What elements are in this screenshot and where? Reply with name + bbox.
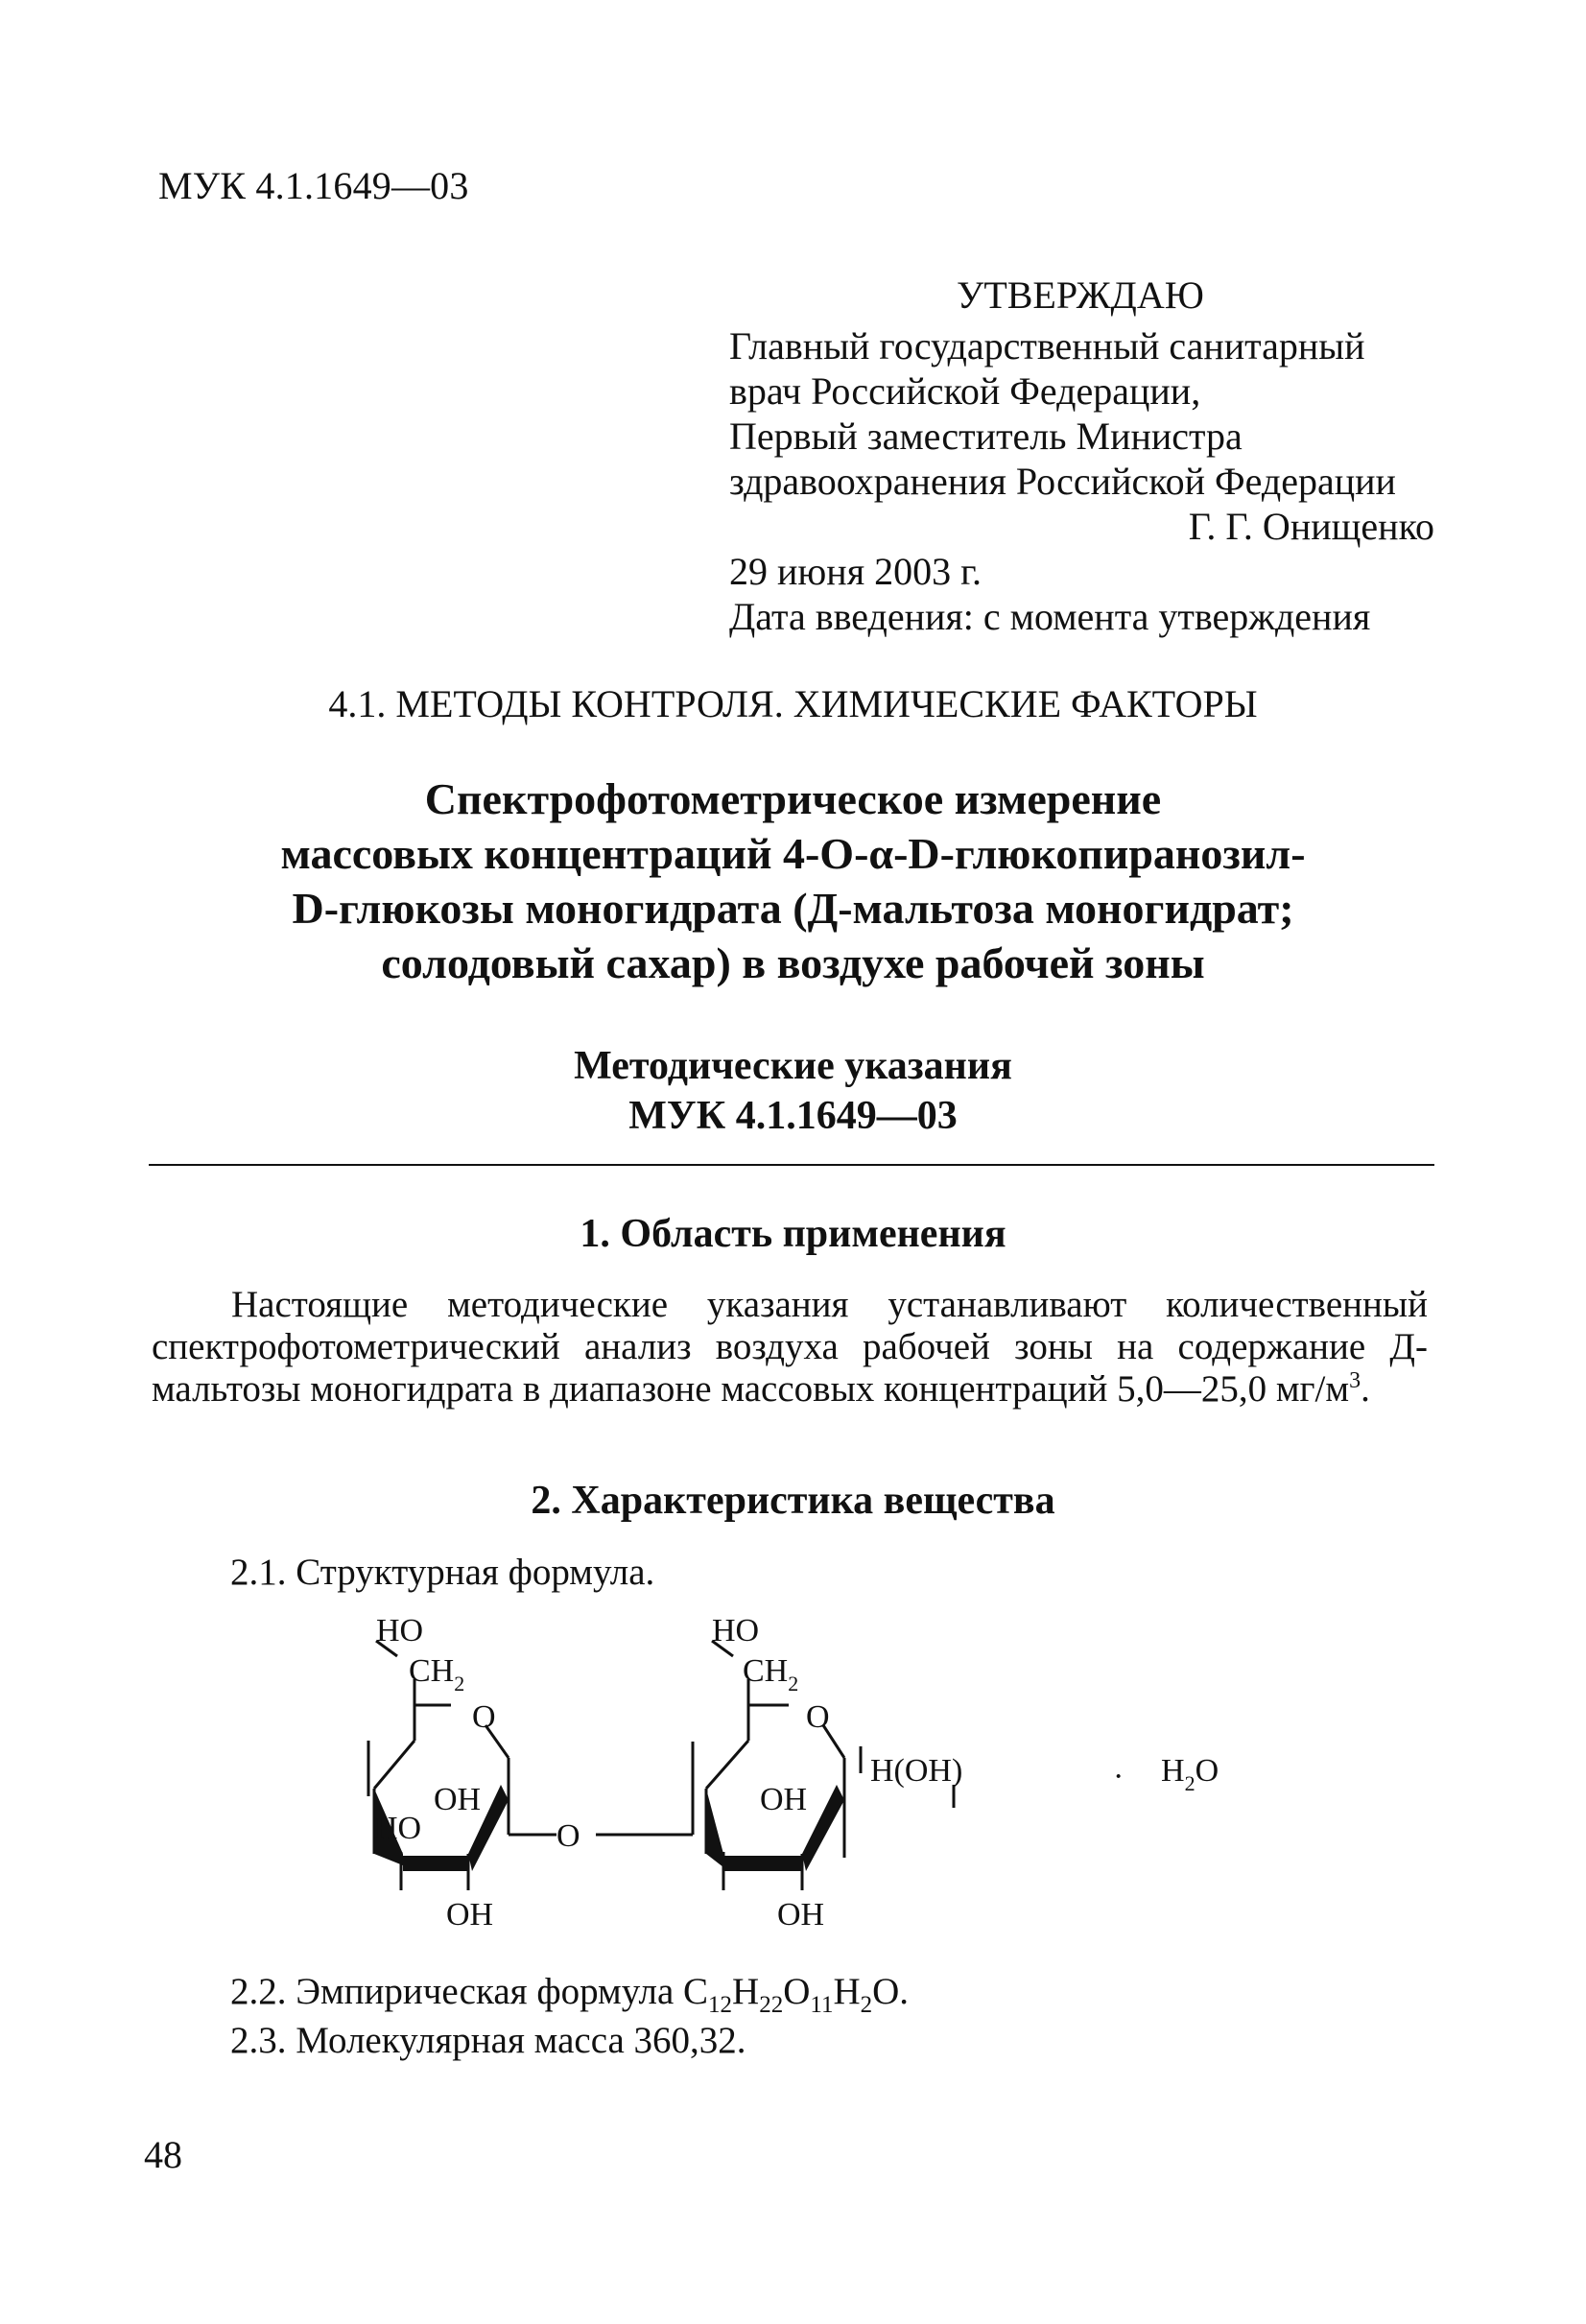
method-label: Методические указания <box>574 1044 1012 1088</box>
document-title <box>168 771 1418 990</box>
approval-line: здравоохранения Российской Федерации <box>729 460 1396 503</box>
scope-paragraph-text: Настоящие методические указания устанавливают количественный спектрофотометрический анализ воздуха рабочей зоны на содержание Д-мальтозы моногидрата в диапазоне массовых концентраций 5,0—25,0 мг/м <box>152 1284 1428 1410</box>
hydroxyl-label-text: HO <box>374 1811 422 1846</box>
methylene-label-text: CH <box>743 1653 789 1689</box>
hydroxyl-label <box>374 1811 421 1846</box>
bond-line <box>374 1741 414 1789</box>
cubic-superscript: 3 <box>1349 1368 1361 1393</box>
approval-signer: Г. Г. Онищенко <box>1188 505 1434 548</box>
document-code-header: МУК 4.1.1649—03 <box>158 164 469 207</box>
hydrogen-count: 22 <box>759 1991 784 2018</box>
scope-paragraph <box>152 1284 1428 1411</box>
carbon-count: 12 <box>708 1991 733 2018</box>
hydrogen-letter: H <box>732 1971 760 2012</box>
hydroxyl-label <box>434 1782 481 1817</box>
document-title-line: массовых концентраций 4-О-α-D-глюкопиранозил- <box>280 829 1306 878</box>
structural-formula-label: 2.1. Структурная формула. <box>230 1552 655 1593</box>
methylene-subscript: 2 <box>788 1672 799 1696</box>
hydroxyl-label-text: OH <box>434 1782 482 1817</box>
approval-line: Первый заместитель Министра <box>729 415 1243 458</box>
water-oxygen-letter: O. <box>872 1971 910 2012</box>
oxygen-letter: O <box>783 1971 811 2012</box>
water-hydrogen-text: H <box>1161 1753 1185 1789</box>
anomeric-hydroxyl-label <box>870 1753 962 1789</box>
substance-heading: 2. Характеристика вещества <box>531 1479 1055 1523</box>
hydroxyl-label <box>712 1613 759 1648</box>
section-heading: 4.1. МЕТОДЫ КОНТРОЛЯ. ХИМИЧЕСКИЕ ФАКТОРЫ <box>328 682 1258 725</box>
hydrate-dot-text: · <box>1113 1759 1124 1794</box>
ring-oxygen-text: O <box>472 1699 496 1735</box>
molecular-mass: 2.3. Молекулярная масса 360,32. <box>230 2020 746 2061</box>
anomeric-hydroxyl-text: H(OH) <box>870 1753 963 1789</box>
wedge-bond <box>403 1856 468 1871</box>
document-title-line: солодовый сахар) в воздухе рабочей зоны <box>381 938 1205 987</box>
methylene-label <box>409 1653 464 1696</box>
paragraph-period: . <box>1361 1368 1370 1410</box>
water-hydrogen-letter: H <box>833 1971 861 2012</box>
glycosidic-oxygen-text: O <box>556 1818 580 1854</box>
hydroxyl-label <box>760 1782 807 1817</box>
water-label <box>1161 1753 1219 1795</box>
page-number: 48 <box>144 2133 182 2176</box>
approval-line: Главный государственный санитарный <box>729 324 1365 368</box>
ring-oxygen-label <box>806 1699 830 1735</box>
hydroxyl-label <box>376 1613 423 1648</box>
hydroxyl-label <box>446 1897 493 1933</box>
hydroxyl-label-text: OH <box>446 1897 494 1933</box>
water-oxygen-text: O <box>1195 1753 1219 1789</box>
methylene-subscript: 2 <box>454 1672 465 1696</box>
bond-line <box>706 1741 748 1789</box>
ring-oxygen-label <box>472 1699 496 1735</box>
approval-effective-date: Дата введения: с момента утверждения <box>729 595 1371 638</box>
document-title-line: Спектрофотометрическое измерение <box>424 774 1162 823</box>
document-title-line: D-глюкозы моногидрата (Д-мальтоза моногидрат; <box>292 884 1294 933</box>
approval-title: УТВЕРЖДАЮ <box>957 273 1204 317</box>
water-hydrogen-count: 2 <box>860 1991 873 2018</box>
ring-oxygen-text: O <box>806 1699 830 1735</box>
method-code: МУК 4.1.1649—03 <box>628 1094 958 1138</box>
hydroxyl-label-text: OH <box>760 1782 808 1817</box>
empirical-formula <box>230 1970 910 2018</box>
hydroxyl-label <box>777 1897 824 1933</box>
empirical-formula-prefix: 2.2. Эмпирическая формула C <box>230 1971 709 2012</box>
structural-formula-diagram <box>365 1602 1276 1967</box>
methylene-label <box>743 1653 798 1696</box>
glycosidic-oxygen-label <box>556 1818 580 1854</box>
wedge-bond <box>802 1785 844 1871</box>
approval-block <box>729 273 1434 639</box>
oxygen-count: 11 <box>810 1991 834 2018</box>
wedge-bond <box>706 1789 723 1867</box>
horizontal-divider <box>149 1164 1434 1166</box>
hydroxyl-label-text: HO <box>376 1613 424 1648</box>
method-block <box>0 1041 1586 1141</box>
hydroxyl-label-text: HO <box>712 1613 760 1648</box>
scope-heading: 1. Область применения <box>580 1212 1006 1256</box>
approval-line: врач Российской Федерации, <box>729 369 1201 413</box>
methylene-label-text: CH <box>409 1653 455 1689</box>
hydrate-dot <box>1113 1759 1124 1794</box>
wedge-bond <box>723 1856 802 1871</box>
water-subscript: 2 <box>1184 1771 1195 1795</box>
maltose-structure-svg <box>365 1602 1276 1967</box>
hydroxyl-label-text: OH <box>777 1897 825 1933</box>
approval-date: 29 июня 2003 г. <box>729 550 982 593</box>
